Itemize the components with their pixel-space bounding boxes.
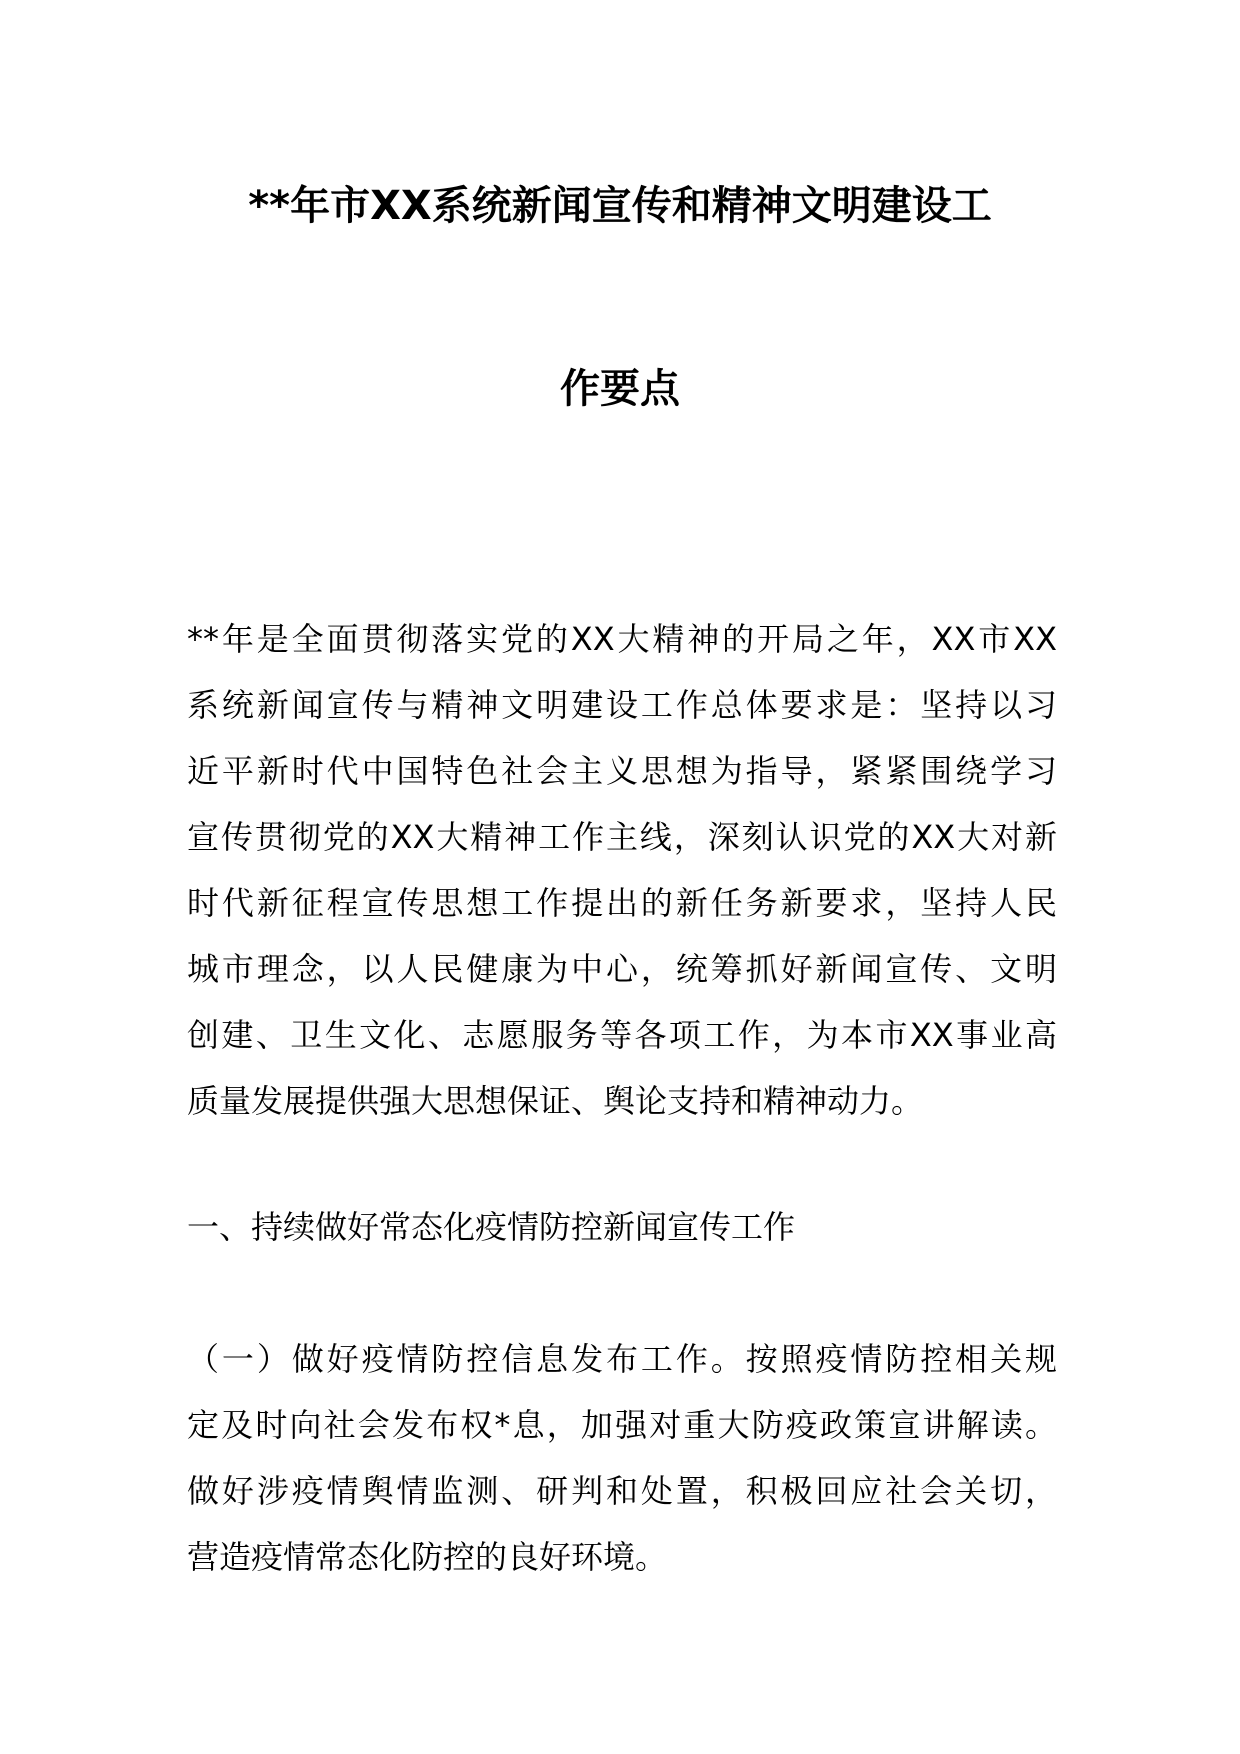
paragraph-line: 质量发展提供强大思想保证、舆论支持和精神动力。 [187,1082,924,1120]
paragraph-line: 时代新征程宣传思想工作提出的新任务新要求，坚持人民 [187,884,1057,922]
paragraph-line: 系统新闻宣传与精神文明建设工作总体要求是：坚持以习 [187,686,1057,724]
paragraph-line: 营造疫情常态化防控的良好环境。 [187,1538,668,1576]
intro-paragraph [187,606,1057,1134]
paragraph-line: 定及时向社会发布权*息，加强对重大防疫政策宣讲解读。 [187,1406,1057,1444]
paragraph-line: 宣传贯彻党的XX大精神工作主线，深刻认识党的XX大对新 [187,818,1057,856]
paragraph-line: 做好涉疫情舆情监测、研判和处置，积极回应社会关切， [187,1472,1057,1510]
section-heading-text: 一、持续做好常态化疫情防控新闻宣传工作 [187,1208,796,1246]
paragraph-line: （一）做好疫情防控信息发布工作。按照疫情防控相关规 [187,1340,1057,1378]
paragraph-line: 近平新时代中国特色社会主义思想为指导，紧紧围绕学习 [187,752,1057,790]
subsection-paragraph-1 [187,1326,1057,1590]
section-heading-1 [187,1194,1057,1260]
paragraph-line: 城市理念，以人民健康为中心，统筹抓好新闻宣传、文明 [187,950,1057,988]
document-title-line-2: 作要点 [560,366,680,412]
paragraph-line: 创建、卫生文化、志愿服务等各项工作，为本市XX事业高 [187,1016,1057,1054]
document-title-line-1: **年市XX系统新闻宣传和精神文明建设工 [248,183,992,229]
paragraph-line: **年是全面贯彻落实党的XX大精神的开局之年，XX市XX [187,620,1057,658]
